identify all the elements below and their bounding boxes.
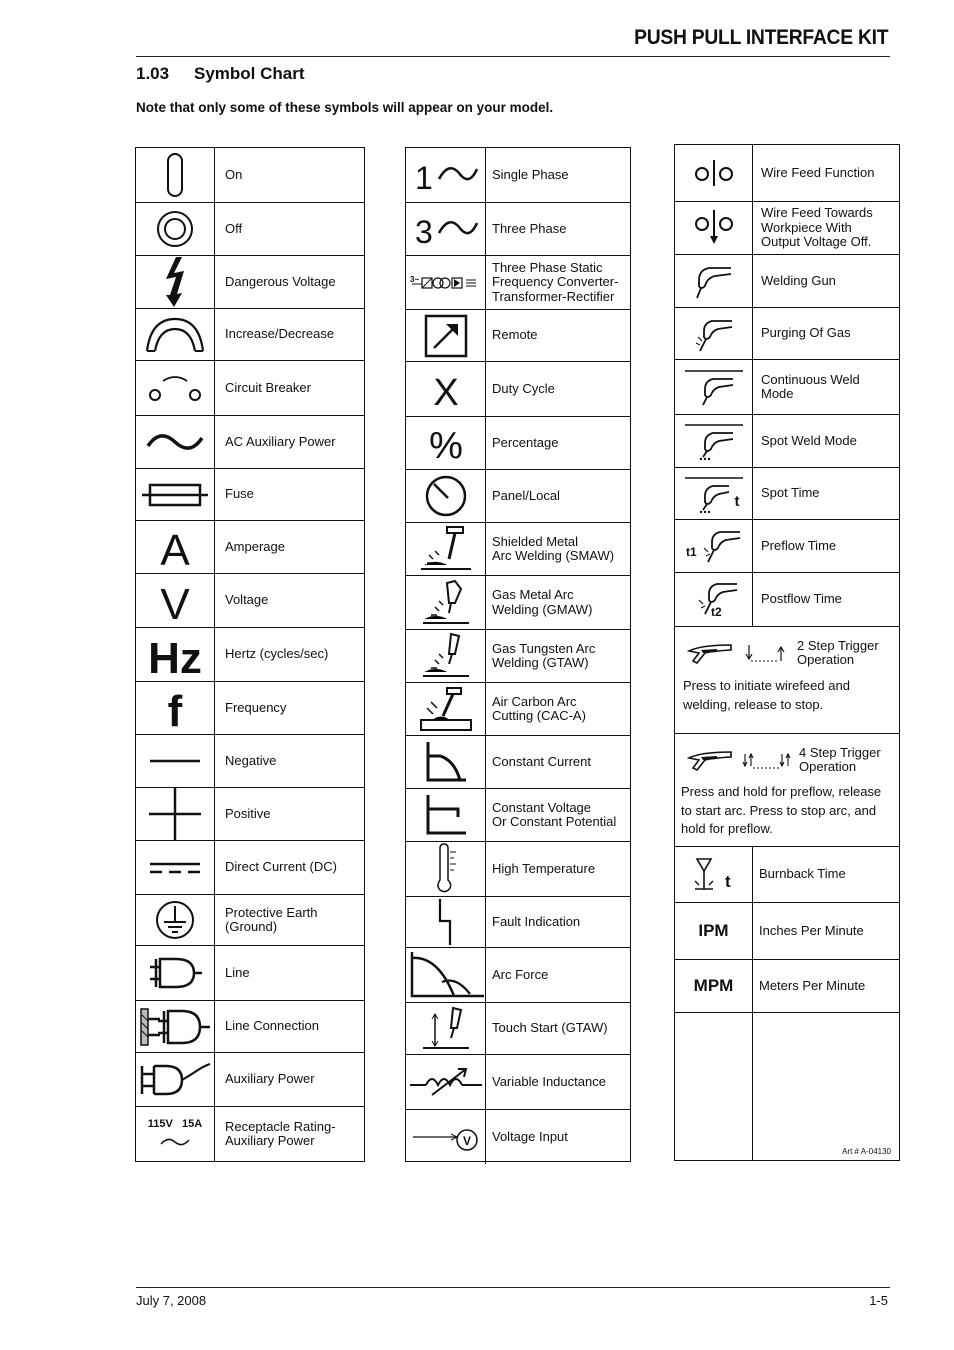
svg-text:1: 1 [414, 160, 433, 196]
symbol-label: Frequency [225, 699, 287, 715]
symbol-label: Arc Force [492, 966, 549, 982]
direct-current-icon [136, 841, 215, 894]
symbol-row [406, 735, 630, 788]
welding-gun-icon [675, 255, 753, 307]
symbol-label: High Temperature [492, 860, 596, 876]
dangerous-voltage-icon [136, 256, 215, 308]
svg-text:115V 15A: 115V 15A [147, 1118, 203, 1130]
symbol-row [136, 308, 364, 360]
cac-a-icon [406, 683, 486, 735]
symbol-row [675, 846, 899, 902]
symbol-label: Wire Feed Towards Workpiece With Output Voltage Off. [761, 205, 873, 250]
symbol-row [136, 148, 364, 202]
percentage-icon [406, 417, 486, 469]
high-temperature-icon [406, 842, 486, 896]
symbol-row [136, 787, 364, 840]
symbol-row [406, 1109, 630, 1164]
symbol-row [406, 841, 630, 896]
duty-cycle-icon [406, 362, 486, 416]
postflow-time-icon [675, 573, 753, 626]
four-step-trigger-label: 4 Step Trigger Operation [799, 745, 881, 774]
symbol-label: Increase/Decrease [225, 326, 335, 342]
svg-text:X: X [432, 372, 459, 414]
symbol-label: Purging Of Gas [761, 325, 851, 341]
circuit-breaker-icon [136, 361, 215, 415]
symbol-label: Line Connection [225, 1018, 319, 1034]
constant-voltage-icon [406, 789, 486, 841]
symbol-row [136, 415, 364, 468]
symbol-label: Duty Cycle [492, 380, 555, 396]
symbol-label: AC Auxiliary Power [225, 433, 336, 449]
three-phase-converter-icon [406, 256, 486, 309]
symbol-label: Hertz (cycles/sec) [225, 646, 329, 662]
on-icon [136, 148, 215, 202]
line-connection-icon [136, 1001, 215, 1052]
purging-of-gas-icon [675, 308, 753, 359]
off-icon [136, 203, 215, 255]
symbol-row [406, 629, 630, 682]
symbol-label: Fuse [225, 486, 254, 502]
two-step-trigger-label: 2 Step Trigger Operation [797, 638, 879, 667]
symbol-label: Protective Earth (Ground) [225, 904, 318, 934]
symbol-label: Shielded Metal Arc Welding (SMAW) [492, 533, 615, 563]
single-phase-icon [406, 148, 486, 202]
fuse-icon [136, 469, 215, 520]
symbol-label: Preflow Time [761, 537, 837, 553]
three-phase-icon [406, 203, 486, 255]
gmaw-icon [406, 576, 486, 629]
symbol-row [406, 788, 630, 841]
smaw-icon [406, 523, 486, 575]
symbol-row [406, 361, 630, 416]
symbol-row [675, 519, 899, 572]
svg-text:3~: 3~ [409, 274, 419, 284]
symbol-label: Voltage Input [492, 1128, 568, 1144]
voltage-icon [136, 574, 215, 627]
symbol-label: Inches Per Minute [759, 922, 864, 938]
continuous-weld-mode-icon [675, 360, 753, 414]
symbol-table-column-3 [674, 144, 900, 1161]
receptacle-rating-icon [136, 1107, 215, 1161]
symbol-label: Meters Per Minute [759, 977, 866, 993]
symbol-row [406, 148, 630, 202]
symbol-label: Off [225, 220, 243, 236]
symbol-row [675, 959, 899, 1012]
touch-start-icon [406, 1003, 486, 1054]
increase-decrease-icon [136, 309, 215, 360]
wire-feed-function-icon [675, 145, 753, 201]
amperage-icon [136, 521, 215, 573]
symbol-label: Direct Current (DC) [225, 859, 337, 875]
symbol-label: Gas Tungsten Arc Welding (GTAW) [492, 640, 596, 670]
symbol-label: Fault Indication [492, 913, 581, 929]
symbol-row [136, 360, 364, 415]
symbol-row [406, 682, 630, 735]
symbol-row [406, 202, 630, 255]
symbol-row [136, 734, 364, 787]
symbol-row [406, 255, 630, 309]
four-step-trigger-description: Press and hold for preflow, release to start arc. Press to stop arc, and hold for preflow. [681, 784, 882, 836]
symbol-row [136, 945, 364, 1000]
svg-text:f: f [167, 687, 183, 736]
symbol-table-column-2 [405, 147, 631, 1162]
symbol-row [136, 573, 364, 627]
symbol-label: Receptacle Rating- Auxiliary Power [225, 1118, 336, 1148]
two-step-trigger-row [675, 626, 899, 733]
symbol-row [406, 469, 630, 522]
symbol-label: Welding Gun [761, 272, 836, 288]
section-number: 1.03 [136, 64, 170, 83]
preflow-time-icon [675, 520, 753, 572]
symbol-row [136, 202, 364, 255]
protective-earth-icon [136, 895, 215, 945]
symbol-label: Spot Weld Mode [761, 432, 857, 448]
svg-text:t1: t1 [685, 545, 697, 559]
fault-indication-icon [406, 897, 486, 947]
frequency-icon [136, 682, 215, 734]
footer-page-number: 1-5 [869, 1293, 888, 1308]
symbol-row [136, 840, 364, 894]
svg-text:V: V [160, 579, 190, 629]
symbol-label: Touch Start (GTAW) [492, 1020, 608, 1036]
four-step-trigger-icon [687, 746, 801, 781]
symbol-row [136, 1052, 364, 1106]
symbol-row [406, 416, 630, 469]
mpm-abbr: MPM [675, 960, 753, 1012]
symbol-label: Circuit Breaker [225, 379, 311, 395]
symbol-row [136, 681, 364, 734]
symbol-label: Air Carbon Arc Cutting (CAC-A) [492, 693, 586, 723]
two-step-trigger-description: Press to initiate wirefeed and welding, release to stop. [683, 678, 850, 712]
ac-auxiliary-power-icon [136, 416, 215, 468]
art-number: Art # A-04130 [842, 1147, 891, 1156]
header-divider [136, 56, 890, 57]
symbol-label: Gas Metal Arc Welding (GMAW) [492, 587, 593, 617]
symbol-row [406, 1054, 630, 1109]
svg-text:t: t [734, 492, 739, 510]
positive-icon [136, 788, 215, 840]
gtaw-icon [406, 630, 486, 682]
symbol-label: Constant Voltage Or Constant Potential [492, 799, 617, 829]
symbol-row [675, 201, 899, 254]
svg-text:3: 3 [414, 214, 433, 250]
symbol-label: Spot Time [761, 485, 820, 501]
symbol-row [675, 307, 899, 359]
symbol-row [675, 254, 899, 307]
ipm-abbr: IPM [675, 903, 753, 959]
symbol-row [406, 575, 630, 629]
svg-text:A: A [160, 526, 190, 575]
symbol-row [406, 522, 630, 575]
symbol-row [136, 627, 364, 681]
symbol-row [136, 1106, 364, 1161]
symbol-label: Three Phase Static Frequency Converter- Transformer-Rectifier [492, 259, 619, 304]
symbol-label: Remote [492, 327, 538, 343]
svg-text:t: t [724, 871, 731, 891]
svg-text:%: % [428, 425, 463, 467]
symbol-row [406, 1002, 630, 1054]
voltage-input-icon [406, 1110, 486, 1164]
symbol-label: Auxiliary Power [225, 1071, 315, 1087]
spot-time-icon [675, 468, 753, 519]
svg-text:V: V [462, 1134, 471, 1148]
symbol-table-column-1 [135, 147, 365, 1162]
symbol-label: Dangerous Voltage [225, 273, 336, 289]
footer-date: July 7, 2008 [136, 1293, 207, 1308]
wire-feed-towards-workpiece-icon [675, 202, 753, 254]
symbol-row [675, 359, 899, 414]
symbol-label: Percentage [492, 434, 559, 450]
symbol-label: Wire Feed Function [761, 164, 875, 180]
symbol-row [406, 309, 630, 361]
symbol-label: Variable Inductance [492, 1073, 606, 1089]
line-icon [136, 946, 215, 1000]
negative-icon [136, 735, 215, 787]
four-step-trigger-row [675, 733, 899, 846]
symbol-label: Continuous Weld Mode [761, 371, 860, 401]
symbol-row [136, 1000, 364, 1052]
symbol-row [675, 572, 899, 626]
symbol-label: Burnback Time [759, 866, 846, 882]
section-heading [136, 64, 305, 84]
svg-text:Hz: Hz [148, 633, 202, 683]
symbol-row [675, 467, 899, 519]
symbol-label: Amperage [225, 538, 285, 554]
symbol-row [406, 947, 630, 1002]
arc-force-icon [406, 948, 486, 1002]
spot-weld-mode-icon [675, 415, 753, 467]
empty-row [675, 1012, 899, 1160]
footer-divider [136, 1287, 890, 1288]
symbol-label: Voltage [225, 592, 269, 608]
symbol-row [675, 145, 899, 201]
symbol-label: Constant Current [492, 753, 591, 769]
symbol-row [136, 520, 364, 573]
empty-symbol-cell [675, 1013, 753, 1160]
symbol-label: Positive [225, 805, 271, 821]
symbol-row [406, 896, 630, 947]
panel-local-icon [406, 470, 486, 522]
document-header-title: PUSH PULL INTERFACE KIT [633, 26, 888, 49]
symbol-row [136, 255, 364, 308]
variable-inductance-icon [406, 1055, 486, 1109]
constant-current-icon [406, 736, 486, 788]
symbol-row [675, 902, 899, 959]
symbol-row [136, 468, 364, 520]
symbol-row [136, 894, 364, 945]
symbol-label: Negative [225, 752, 277, 768]
section-title: Symbol Chart [194, 64, 305, 83]
model-note: Note that only some of these symbols will appear on your model. [136, 100, 554, 115]
svg-text:t2: t2 [710, 604, 722, 619]
symbol-label: Panel/Local [492, 487, 560, 503]
symbol-row [675, 414, 899, 467]
hertz-icon [136, 628, 215, 681]
symbol-label: Single Phase [492, 166, 569, 182]
symbol-label: On [225, 166, 243, 182]
symbol-label: Line [225, 964, 250, 980]
auxiliary-power-icon [136, 1053, 215, 1106]
symbol-label: Three Phase [492, 220, 567, 236]
burnback-time-icon [675, 847, 753, 902]
remote-icon [406, 310, 486, 361]
symbol-label: Postflow Time [761, 591, 842, 607]
two-step-trigger-icon [687, 639, 797, 674]
